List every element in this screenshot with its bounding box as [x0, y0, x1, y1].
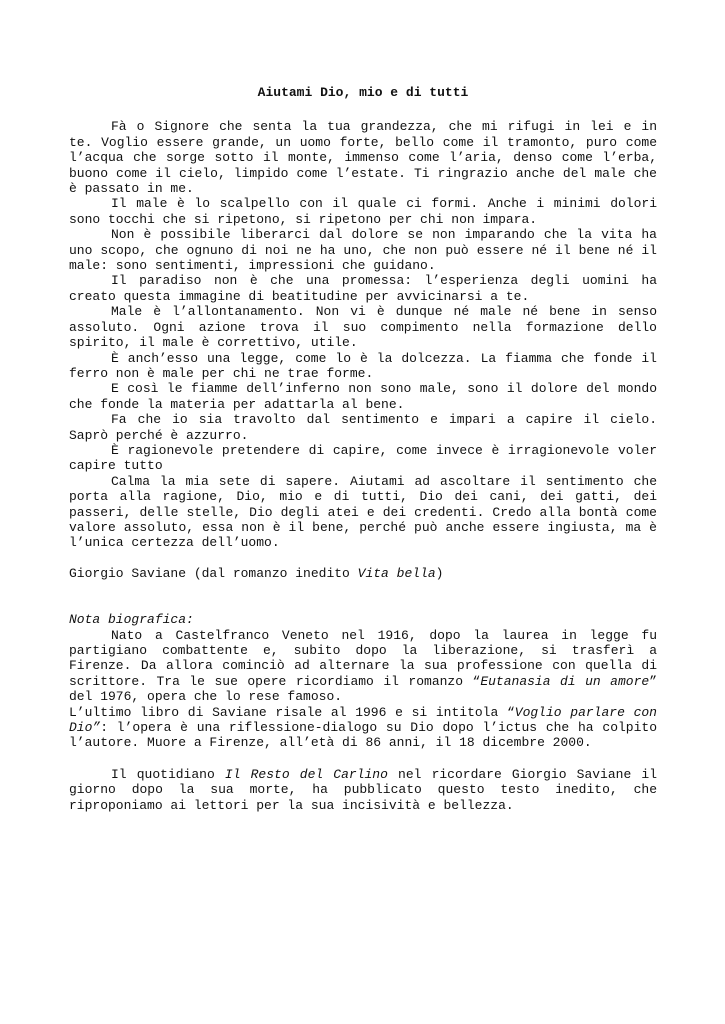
paragraph: È anch’esso una legge, come lo è la dolcezza. La fiamma che fonde il ferro non è male per chi ne trae forme.: [69, 350, 657, 381]
signature-work-title: Vita bella: [357, 565, 436, 581]
closing-paragraph: [69, 767, 657, 813]
closing-text: Il quotidiano: [111, 766, 225, 782]
bio-text: : l’opera è una riflessione-dialogo su Dio dopo l’ictus che ha colpito l’autore. Muore a Firenze, all’età di 86 anni, il 18 dicembre 2000.: [69, 720, 657, 751]
bio-text: Nato a Castelfranco Veneto nel 1916, dopo la laurea in legge fu partigiano combattente e, subito dopo la liberazione, si trasferì a Firenze. Da allora cominciò ad alternare la sua professione con quella di scrittore. Tra le sue opere ricordiamo il romanzo “: [69, 627, 657, 689]
closing-text: nel ricordare Giorgio Saviane il giorno dopo la sua morte, ha pubblicato questo testo inedito, che riproponiamo ai lettori per la sua incisività e bellezza.: [69, 766, 657, 813]
bio-work-title: Voglio parlare con Dio”: [69, 704, 657, 736]
bio-paragraph: [69, 628, 657, 705]
paragraph: Fa che io sia travolto dal sentimento e impari a capire il cielo. Saprò perché è azzurro.: [69, 412, 657, 443]
signature-author: Giorgio Saviane (dal romanzo inedito: [69, 565, 358, 581]
newspaper-name: Il Resto del Carlino: [224, 766, 388, 782]
document-title: Aiutami Dio, mio e di tutti: [257, 85, 469, 100]
bio-work-title: Eutanasia di un amore: [480, 673, 650, 689]
bio-text: L’ultimo libro di Saviane risale al 1996 e si intitola “: [69, 704, 515, 720]
bio-paragraph: [69, 705, 657, 751]
paragraph: È ragionevole pretendere di capire, come invece è irragionevole voler capire tutto: [69, 442, 657, 474]
paragraph: Non è possibile liberarci dal dolore se non imparando che la vita ha uno scopo, che ognuno di noi ne ha uno, che non può essere né il bene né il male: sono sentimenti, impressioni che guidano.: [69, 227, 657, 274]
author-signature: [69, 566, 657, 581]
bio-body: [69, 628, 657, 751]
paragraph: Il male è lo scalpello con il quale ci formi. Anche i minimi dolori sono tocchi che si ripetono, si ripetono per chi non impara.: [69, 196, 657, 227]
paragraph: Il paradiso non è che una promessa: l’esperienza degli uomini ha creato questa immagine di beatitudine per avvicinarsi a te.: [69, 273, 657, 304]
paragraph: Calma la mia sete di sapere. Aiutami ad ascoltare il sentimento che porta alla ragione, Dio, mio e di tutti, Dio dei cani, dei gatti, dei passeri, delle stelle, Dio degli atei e dei credenti. Credo alla bontà come valore assoluto, essa non è il bene, perché può anche essere ingiusta, ma è l’unica certezza dell’uomo.: [69, 473, 657, 551]
poem-body: [69, 119, 657, 550]
signature-close: ): [435, 565, 444, 581]
paragraph: Male è l’allontanamento. Non vi è dunque né male né bene in senso assoluto. Ogni azione trova il suo compimento nella formazione dello spirito, il male è correttivo, utile.: [69, 304, 657, 351]
bio-heading: Nota biografica:: [69, 612, 194, 628]
paragraph: E così le fiamme dell’inferno non sono male, sono il dolore del mondo che fonde la materia per adattarla al bene.: [69, 381, 657, 412]
paragraph: Fà o Signore che senta la tua grandezza, che mi rifugi in lei e in te. Voglio essere grande, un uomo forte, bello come il tramonto, puro come l’acqua che sorge sotto il monte, immenso come l’aria, denso come l’erba, buono come il cielo, limpido come l’estate. Ti ringrazio anche del male che è passato in me.: [69, 119, 657, 197]
bio-text: ” del 1976, opera che lo rese famoso.: [69, 673, 657, 705]
